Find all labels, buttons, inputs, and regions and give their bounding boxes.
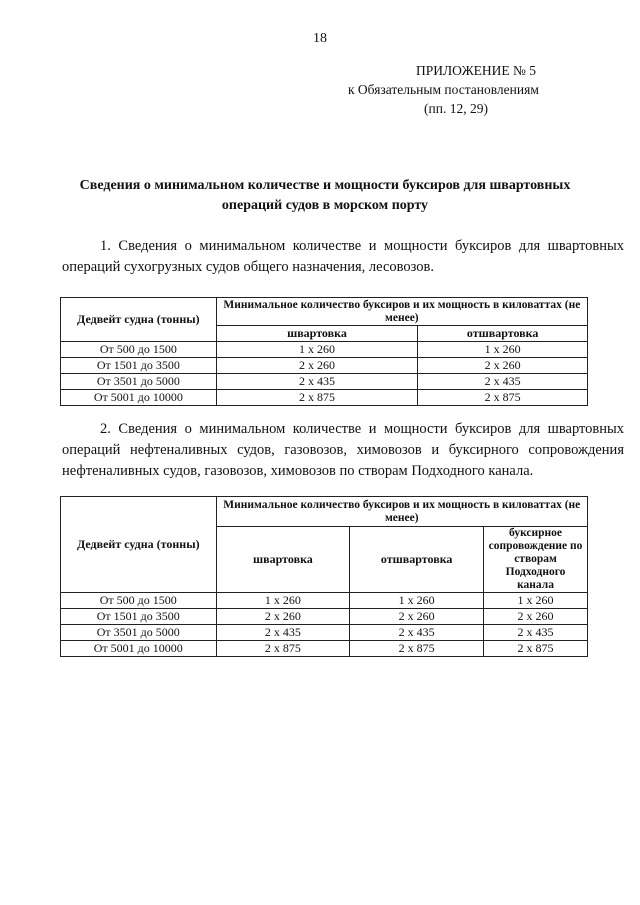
table-2-header-unmooring: отшвартовка [350, 527, 484, 593]
table-row [61, 390, 588, 406]
table-row [61, 593, 588, 609]
table-cell: 2 x 435 [418, 374, 588, 390]
table-row [61, 342, 588, 358]
table-row [61, 374, 588, 390]
table-cell: От 3501 до 5000 [61, 374, 217, 390]
table-1 [60, 297, 588, 406]
table-cell: 2 x 435 [350, 625, 484, 641]
table-cell: 1 x 260 [216, 342, 418, 358]
table-2-header-mooring: швартовка [216, 527, 350, 593]
table-2 [60, 496, 588, 657]
appendix-clauses: (пп. 12, 29) [424, 101, 488, 116]
table-cell: От 500 до 1500 [61, 342, 217, 358]
table-row [61, 609, 588, 625]
table-1-header-deadweight: Дедвейт судна (тонны) [61, 298, 217, 342]
appendix-title: ПРИЛОЖЕНИЕ № 5 [416, 63, 537, 78]
appendix-block [338, 61, 578, 118]
table-cell: От 5001 до 10000 [61, 641, 217, 657]
table-cell: От 5001 до 10000 [61, 390, 217, 406]
table-cell: От 500 до 1500 [61, 593, 217, 609]
table-row [61, 625, 588, 641]
table-cell: 2 x 260 [350, 609, 484, 625]
table-cell: 2 x 435 [216, 625, 350, 641]
table-cell: 1 x 260 [484, 593, 588, 609]
table-cell: 2 x 435 [484, 625, 588, 641]
table-2-header-deadweight: Дедвейт судна (тонны) [61, 497, 217, 593]
paragraph-2: 2. Сведения о минимальном количестве и мощности буксиров для швартовных операций нефтеналивных судов, газовозов, химовозов и буксирного сопровождения нефтеналивных судов, газовозов, химовозов по створам Подходного канала. [62, 421, 624, 479]
table-cell: 2 x 875 [484, 641, 588, 657]
table-cell: От 3501 до 5000 [61, 625, 217, 641]
document-title: Сведения о минимальном количестве и мощности буксиров для швартовных операций судов в морском порту [79, 178, 571, 213]
table-cell: 2 x 875 [216, 390, 418, 406]
table-1-header-unmooring: отшвартовка [418, 326, 588, 342]
table-cell: 2 x 435 [216, 374, 418, 390]
table-2-header-group: Минимальное количество буксиров и их мощность в киловаттах (не менее) [216, 497, 587, 527]
table-cell: 2 x 875 [216, 641, 350, 657]
table-cell: От 1501 до 3500 [61, 609, 217, 625]
table-cell: 2 x 260 [418, 358, 588, 374]
paragraph-1: 1. Сведения о минимальном количестве и мощности буксиров для швартовных операций сухогрузных судов общего назначения, лесовозов. [62, 238, 624, 275]
table-cell: 2 x 260 [216, 609, 350, 625]
table-cell: 1 x 260 [350, 593, 484, 609]
table-2-header-escort: буксирное сопровождение по створам Подходного канала [484, 527, 588, 593]
table-cell: 2 x 875 [418, 390, 588, 406]
table-cell: От 1501 до 3500 [61, 358, 217, 374]
table-cell: 2 x 875 [350, 641, 484, 657]
table-cell: 1 x 260 [418, 342, 588, 358]
table-cell: 2 x 260 [216, 358, 418, 374]
table-row [61, 358, 588, 374]
page-number: 18 [313, 31, 327, 46]
table-cell: 1 x 260 [216, 593, 350, 609]
appendix-reference: к Обязательным постановлениям [348, 82, 539, 97]
table-1-header-group: Минимальное количество буксиров и их мощность в киловаттах (не менее) [216, 298, 587, 326]
table-row [61, 641, 588, 657]
table-1-header-mooring: швартовка [216, 326, 418, 342]
table-cell: 2 x 260 [484, 609, 588, 625]
